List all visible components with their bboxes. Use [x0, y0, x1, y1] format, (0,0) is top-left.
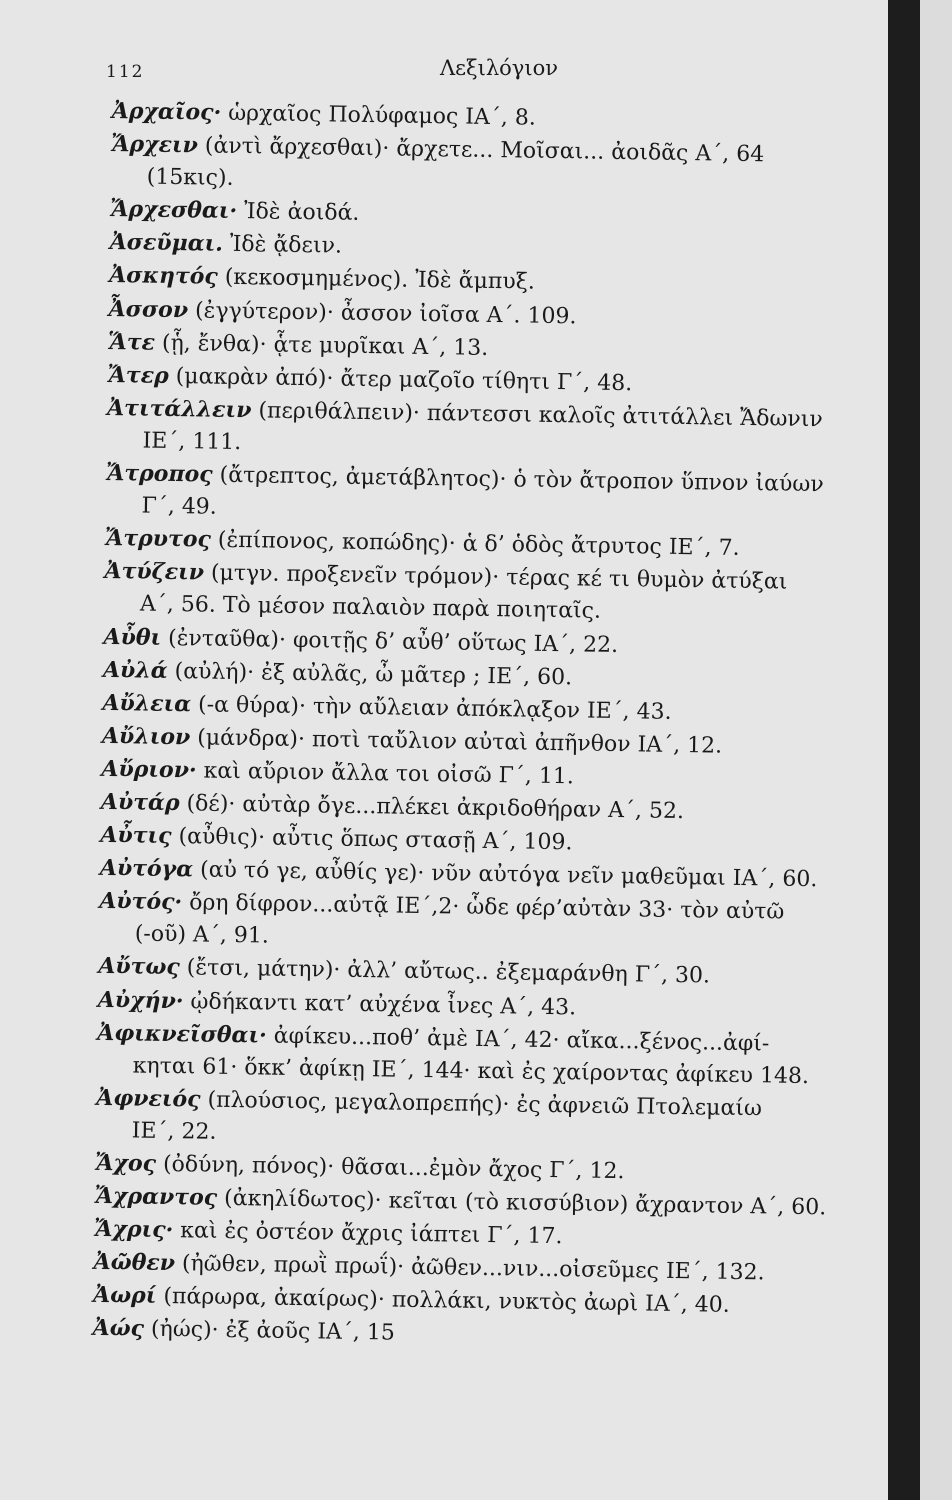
entry-headword: Ἀσεῦμαι. [109, 229, 224, 258]
entry-definition: (ἀντὶ ἄρχεσθαι)· ἄρχετε... Μοῖσαι... ἀοιδᾶς Α΄, 64 [197, 133, 765, 168]
entry-headword: Ἀτύζειν [104, 558, 205, 586]
entry-headword: Ἄτροπος [105, 459, 213, 488]
entry-definition: (ᾗ, ἔνθα)· ᾇτε μυρῖκαι Α΄, 13. [154, 330, 489, 361]
entry-definition: (δέ)· αὐτὰρ ὄγε...πλέκει ἀκριδοθήραν Α΄, 52. [179, 791, 685, 825]
entry-definition: ὡρχαῖος Πολύφαμος ΙΑ΄, 8. [221, 100, 537, 131]
entry-continuation: ΙΕ΄, 22. [131, 1118, 217, 1145]
entry-headword: Ἄχος [95, 1149, 157, 1177]
entry-definition: (μάνδρα)· ποτὶ ταὔλιον αὐταὶ ἀπῆνθον ΙΑ΄, 12. [190, 725, 723, 759]
lexicon-entries [92, 95, 908, 1358]
entry-definition: καὶ αὔριον ἄλλα τοι οἰσῶ Γ΄, 11. [196, 758, 575, 790]
entry-definition: (ἐγγύτερον)· ἆσσον ἰοῖσα Α΄. 109. [187, 297, 577, 329]
entry-headword: Αὔλεια [102, 689, 192, 718]
entry-continuation: (15κις). [146, 164, 234, 192]
entry-headword: Ἄχραντος [94, 1182, 218, 1211]
entry-headword: Ἄρχειν [111, 131, 199, 159]
entry-definition: (πάρωρα, ἀκαίρως)· πολλάκι, νυκτὸς ἀωρὶ ΙΑ΄, 40. [156, 1284, 730, 1319]
entry-headword: Αὐτόγα [99, 855, 194, 883]
entry-definition: (ἠώς)· ἐξ ἀοῦς ΙΑ΄, 15 [143, 1317, 396, 1347]
entry-headword: Ἀώς [92, 1315, 145, 1343]
entry-definition: (ἄτρεπτος, ἀμετάβλητος)· ὁ τὸν ἄτροπον ὕπνον ἰαύων [212, 462, 824, 498]
page-number: 112 [106, 62, 145, 82]
entry-definition: (ἠῶθεν, πρωῒ πρωΐ)· ἀῶθεν...νιν...οἰσεῦμες ΙΕ΄, 132. [174, 1251, 765, 1286]
entry-definition: (αὐ τό γε, αὖθίς γε)· νῦν αὐτόγα νεῖν μαθεῦμαι ΙΑ΄, 60. [192, 857, 818, 893]
entry-headword: Ἄτερ [107, 361, 169, 389]
entry-headword: Αὖθι [103, 623, 162, 651]
entry-continuation: κηται 61· ὅκκ’ ἀφίκῃ ΙΕ΄, 144· καὶ ἐς χαίροντας ἀφίκευ 148. [132, 1053, 810, 1089]
entry-headword: Ἀῶθεν [93, 1249, 176, 1277]
page-header [0, 52, 920, 92]
entry-headword: Ἄτρυτος [104, 525, 212, 553]
entry-headword: Ἀτιτάλλειν [106, 394, 252, 424]
entry-headword: Αὔλιον [101, 722, 191, 751]
entry-definition: (πλούσιος, μεγαλοπρεπής)· ἐς ἀφνειῶ Πτολεμαίω [200, 1087, 763, 1122]
entry-definition: (κεκοσμημένος). Ἰδὲ ἄμπυξ. [217, 265, 535, 296]
entry-headword: Αὖτις [100, 821, 172, 850]
entry-headword: Ἀσκητός [108, 262, 219, 291]
entry-definition: (αὐλή)· ἐξ αὐλᾶς, ὦ μᾶτερ ; ΙΕ΄, 60. [167, 658, 573, 690]
entry-headword: Αὔτως [98, 953, 180, 981]
entry-definition: Ἰδὲ ἀοιδά. [236, 199, 360, 227]
entry-headword: Ἀρχαῖος· [111, 97, 222, 126]
scan-edge-shadow [888, 0, 920, 1500]
entry-definition: (περιθάλπειν)· πάντεσσι καλοῖς ἀτιτάλλει Ἄδωνιν [251, 398, 823, 433]
entry-headword: Ἄχρις· [93, 1216, 174, 1244]
entry-definition: (-α θύρα)· τὴν αὔλειαν ἀπόκλᾳξον ΙΕ΄, 43. [190, 692, 672, 725]
entry-definition: (ἔτσι, μάτην)· ἀλλ’ αὔτως.. ἐξεμαράνθη Γ΄, 30. [179, 955, 711, 989]
entry-definition: (αὖθις)· αὖτις ὅπως στασῇ Α΄, 109. [171, 824, 573, 856]
entry-definition: ἀφίκευ...ποθ’ ἀμὲ ΙΑ΄, 42· αἴκα...ξένος...ἀφί- [266, 1023, 770, 1057]
entry-definition: (ἀκηλίδωτος)· κεῖται (τὸ κισσύβιον) ἄχραντον Α΄, 60. [216, 1185, 827, 1221]
entry-headword: Αὔριον· [101, 755, 197, 784]
entry-headword: Αὐλά [102, 656, 168, 684]
entry-definition: καὶ ἐς ὀστέον ἄχρις ἰάπτει Γ΄, 17. [173, 1218, 563, 1250]
entry-headword: Αὐχήν· [97, 986, 184, 1014]
running-title: Λεξιλόγιον [440, 56, 558, 80]
entry-definition: (ὀδύνη, πόνος)· θᾶσαι...ἐμὸν ἄχος Γ΄, 12. [155, 1151, 625, 1185]
entry-continuation: Γ΄, 49. [141, 493, 217, 520]
entry-headword: Αὐτάρ [100, 788, 180, 817]
entry-headword: Ἅτε [107, 328, 156, 356]
entry-headword: Ἄρχεσθαι· [110, 196, 238, 225]
entry-continuation: (-οῦ) Α΄, 91. [134, 921, 270, 949]
entry-definition: (μακρὰν ἀπό)· ἄτερ μαζοῖο τίθητι Γ΄, 48. [168, 363, 633, 396]
entry-definition: (ἐπίπονος, κοπώδης)· ἁ δ’ ὁδὸς ἄτρυτος ΙΕ΄, 7. [210, 527, 740, 562]
entry-definition: ᾠδήκαντι κατ’ αὐχένα ἶνες Α΄, 43. [183, 988, 577, 1020]
entry-headword: Ἀφνειός [96, 1084, 201, 1113]
entry-headword: Αὐτός· [99, 888, 183, 916]
entry-definition: (μτγν. προξενεῖν τρόμον)· τέρας κέ τι θυμὸν ἀτύξαι [203, 560, 788, 595]
entry-continuation: Α΄, 56. Τὸ μέσον παλαιὸν παρὰ ποιηταῖς. [139, 591, 602, 625]
entry-continuation: ΙΕ΄, 111. [142, 428, 242, 456]
entry-headword: Ἀωρί [92, 1282, 157, 1310]
entry-definition: Ἰδὲ ᾄδειν. [222, 232, 343, 260]
entry-headword: Ἀφικνεῖσθαι· [97, 1019, 267, 1049]
entry-definition: ὄρη δίφρον...αὐτᾷ ΙΕ΄,2· ὧδε φέρ’αὐτὰν 33· τὸν αὐτῶ [181, 890, 785, 925]
entry-definition: (ἐνταῦθα)· φοιτῇς δ’ αὖθ’ οὕτως ΙΑ΄, 22. [160, 625, 619, 658]
entry-headword: Ἆσσον [108, 295, 189, 323]
